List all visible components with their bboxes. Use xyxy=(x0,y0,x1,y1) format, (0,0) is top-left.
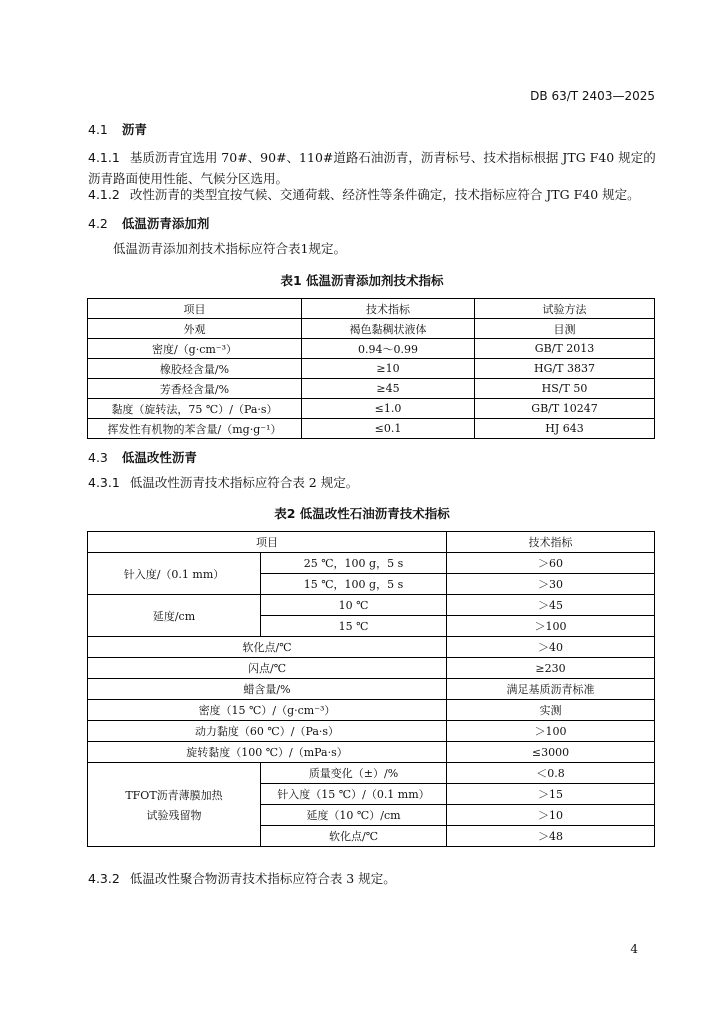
table-cell: 密度/（g·cm⁻³） xyxy=(88,339,302,359)
table-cell: 针入度（15 ℃）/（0.1 mm） xyxy=(261,784,447,805)
section-number: 4.1 xyxy=(88,122,108,137)
table-cell: 15 ℃ xyxy=(261,616,447,637)
table-cell: 10 ℃ xyxy=(261,595,447,616)
clause-4-1-2 xyxy=(88,184,668,205)
table-cell: ≥10 xyxy=(302,359,475,379)
table-cell: 质量变化（±）/% xyxy=(261,763,447,784)
section-4-1-heading xyxy=(88,120,147,138)
section-number: 4.3 xyxy=(88,450,108,465)
table-row xyxy=(88,679,655,700)
table-cell: 黏度（旋转法，75 ℃）/（Pa·s） xyxy=(88,399,302,419)
table-cell: 延度/cm xyxy=(88,595,261,637)
table-header-row xyxy=(88,299,655,319)
paragraph-4-2: 低温沥青添加剂技术指标应符合表1规定。 xyxy=(113,241,346,256)
table-cell: ＞40 xyxy=(447,637,655,658)
table-cell: 满足基质沥青标准 xyxy=(447,679,655,700)
page-number: 4 xyxy=(630,942,638,956)
clause-text: 低温改性沥青技术指标应符合表 2 规定。 xyxy=(129,475,359,490)
table-cell: 芳香烃含量/% xyxy=(88,379,302,399)
table1 xyxy=(87,298,655,439)
section-title: 沥青 xyxy=(121,122,147,137)
table-row xyxy=(88,553,655,574)
table-cell: 密度（15 ℃）/（g·cm⁻³） xyxy=(88,700,447,721)
clause-4-1-1 xyxy=(88,147,658,189)
table-cell: 旋转黏度（100 ℃）/（mPa·s） xyxy=(88,742,447,763)
table-cell: ＞100 xyxy=(447,721,655,742)
clause-number: 4.1.1 xyxy=(88,150,120,165)
tfot-label-line2: 试验残留物 xyxy=(146,808,202,822)
table-cell: ＞45 xyxy=(447,595,655,616)
table-cell: 0.94～0.99 xyxy=(302,339,475,359)
table-cell: 闪点/℃ xyxy=(88,658,447,679)
table-cell: 目测 xyxy=(475,319,655,339)
table-cell: 蜡含量/% xyxy=(88,679,447,700)
clause-text: 基质沥青宜选用 70#、90#、110#道路石油沥青，沥青标号、技术指标根据 JTG F40 规定的沥青路面使用性能、气候分区选用。 xyxy=(88,150,656,186)
table-header-row xyxy=(88,532,655,553)
table-cell: ≤1.0 xyxy=(302,399,475,419)
column-header: 试验方法 xyxy=(475,299,655,319)
standard-number: DB 63/T 2403—2025 xyxy=(530,89,655,103)
table-row xyxy=(88,595,655,616)
table-cell: ＞15 xyxy=(447,784,655,805)
table-cell: 软化点/℃ xyxy=(88,637,447,658)
table-row xyxy=(88,742,655,763)
clause-number: 4.3.1 xyxy=(88,475,120,490)
section-4-2-heading xyxy=(88,214,209,232)
table-row xyxy=(88,700,655,721)
section-title: 低温沥青添加剂 xyxy=(121,216,210,231)
table-cell: 挥发性有机物的苯含量/（mg·g⁻¹） xyxy=(88,419,302,439)
table-cell: ＞100 xyxy=(447,616,655,637)
table-cell: ＜0.8 xyxy=(447,763,655,784)
table-cell: 褐色黏稠状液体 xyxy=(302,319,475,339)
clause-number: 4.3.2 xyxy=(88,871,120,886)
table2-caption: 表2 低温改性石油沥青技术指标 xyxy=(274,506,450,521)
section-number: 4.2 xyxy=(88,216,108,231)
table-cell: ≥45 xyxy=(302,379,475,399)
table-cell: GB/T 2013 xyxy=(475,339,655,359)
table-cell: GB/T 10247 xyxy=(475,399,655,419)
clause-4-3-2 xyxy=(88,868,396,889)
table-cell: 15 ℃，100 g，5 s xyxy=(261,574,447,595)
table-cell: 25 ℃，100 g，5 s xyxy=(261,553,447,574)
table2 xyxy=(87,531,655,847)
table-cell: HG/T 3837 xyxy=(475,359,655,379)
column-header: 项目 xyxy=(88,532,447,553)
table-cell: 软化点/℃ xyxy=(261,826,447,847)
clause-number: 4.1.2 xyxy=(88,187,120,202)
table-row xyxy=(88,339,655,359)
table-row xyxy=(88,399,655,419)
table-cell: ＞48 xyxy=(447,826,655,847)
clause-4-3-1 xyxy=(88,472,358,493)
table-row xyxy=(88,637,655,658)
table-row xyxy=(88,419,655,439)
table-row xyxy=(88,721,655,742)
table-cell: ≤3000 xyxy=(447,742,655,763)
table-cell: ≤0.1 xyxy=(302,419,475,439)
table-row xyxy=(88,658,655,679)
table-row xyxy=(88,359,655,379)
table-cell: 延度（10 ℃）/cm xyxy=(261,805,447,826)
table-cell: 外观 xyxy=(88,319,302,339)
table-row xyxy=(88,319,655,339)
table-cell: HJ 643 xyxy=(475,419,655,439)
column-header: 技术指标 xyxy=(447,532,655,553)
table-cell: 实测 xyxy=(447,700,655,721)
clause-text: 改性沥青的类型宜按气候、交通荷载、经济性等条件确定，技术指标应符合 JTG F40 规定。 xyxy=(129,187,640,202)
section-title: 低温改性沥青 xyxy=(121,450,197,465)
table-cell: HS/T 50 xyxy=(475,379,655,399)
tfot-label-line1: TFOT沥青薄膜加热 xyxy=(125,788,223,802)
table-cell: ≥230 xyxy=(447,658,655,679)
table-cell: 动力黏度（60 ℃）/（Pa·s） xyxy=(88,721,447,742)
table-row xyxy=(88,763,655,784)
clause-text: 低温改性聚合物沥青技术指标应符合表 3 规定。 xyxy=(129,871,396,886)
column-header: 项目 xyxy=(88,299,302,319)
table1-caption: 表1 低温沥青添加剂技术指标 xyxy=(280,273,444,288)
table-cell: ＞30 xyxy=(447,574,655,595)
table-cell: 橡胶烃含量/% xyxy=(88,359,302,379)
column-header: 技术指标 xyxy=(302,299,475,319)
table-row xyxy=(88,379,655,399)
table-cell: 针入度/（0.1 mm） xyxy=(88,553,261,595)
table-cell: ＞10 xyxy=(447,805,655,826)
table-cell xyxy=(88,763,261,847)
section-4-3-heading xyxy=(88,448,197,466)
table-cell: ＞60 xyxy=(447,553,655,574)
